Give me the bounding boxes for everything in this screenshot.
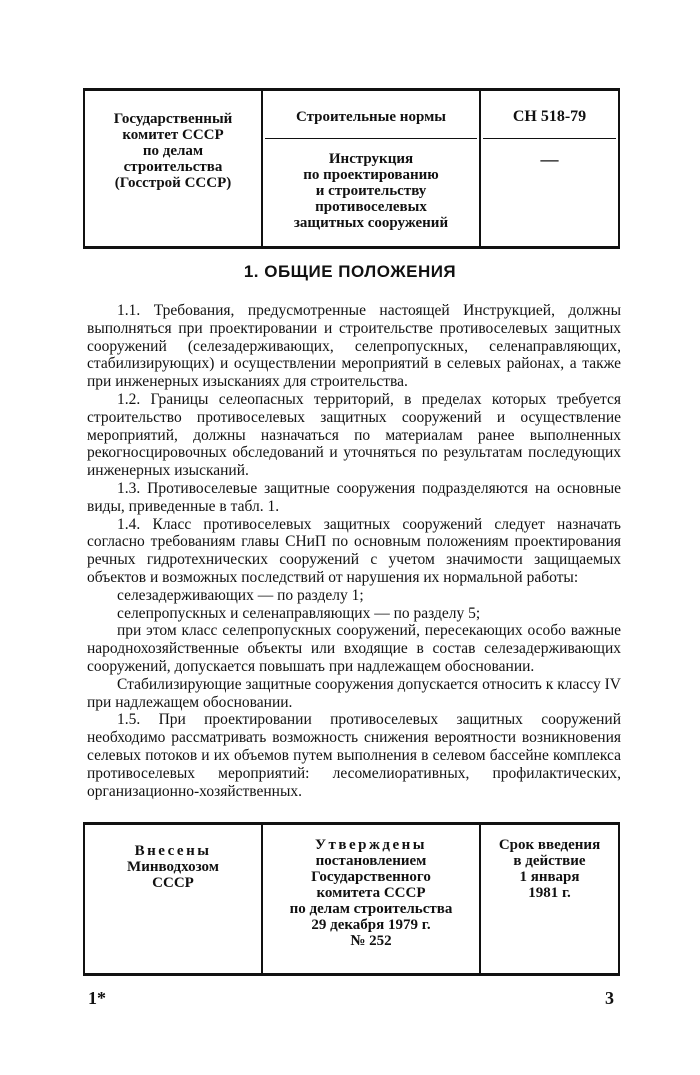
section-title: 1. ОБЩИЕ ПОЛОЖЕНИЯ xyxy=(243,262,457,281)
paragraph: 1.5. При проектировании противоселевых защитных сооружений необходимо рассматривать возможность снижения вероятности возникновения селевых потоков и их объемов путем выполнения в селевом бассейне комплекса противоселевых мероприятий: лесомелиоративных, профилактических, организационно-хозяйственных. xyxy=(87,711,621,800)
table-border-right xyxy=(618,91,620,246)
org-line: Государственный xyxy=(113,111,233,127)
approval-line: по делам строительства xyxy=(289,901,453,917)
introduced-by-cell xyxy=(87,843,259,891)
signature-mark: 1* xyxy=(88,988,106,1008)
document-code: СН 518-79 xyxy=(512,108,587,125)
table-border-right xyxy=(618,825,620,973)
approval-line: № 252 xyxy=(350,933,392,949)
table-border-left xyxy=(83,825,85,973)
introduced-by: Минводхозом СССР xyxy=(127,859,219,891)
org-line: комитет СССР xyxy=(122,127,224,143)
document-title xyxy=(263,151,479,231)
title-line: противоселевых xyxy=(315,199,427,215)
introduced-label: Внесены xyxy=(134,843,212,859)
replaces-dash: — xyxy=(540,149,559,169)
approval-cell xyxy=(263,837,479,949)
approval-line: 29 декабря 1979 г. xyxy=(311,917,431,933)
paragraph: 1.2. Границы селеопасных территорий, в пределах которых требуется строительство противоселевых защитных сооружений и осуществление мероприятий, должны назначаться по материалам ранее выполненных рекогносцировочных обследований и уточняться по результатам последующих инженерных изысканий. xyxy=(87,390,621,480)
paragraph: 1.1. Требования, предусмотренные настоящей Инструкцией, должны выполняться при проектировании и строительстве противоселевых защитных сооружений (селезадерживающих, селепропускных, селенаправляющих, стабилизирующих) и осуществлении мероприятий в селевых районах, а также при инженерных изысканиях для строительства. xyxy=(87,302,621,391)
cell-separator xyxy=(483,138,616,139)
org-line: (Госстрой СССР) xyxy=(114,175,232,191)
effective-date-cell xyxy=(481,837,618,901)
issuing-organization xyxy=(87,111,259,191)
list-item: селепропускных и селенаправляющих — по разделу 5; xyxy=(117,604,481,622)
list-item: селезадерживающих — по разделу 1; xyxy=(117,586,364,604)
approval-line: комитета СССР xyxy=(316,885,426,901)
effective-line: в действие xyxy=(513,853,586,869)
title-line: защитных сооружений xyxy=(293,215,449,231)
paragraph: при этом класс селепропускных сооружений, пересекающих особо важные народнохозяйственные объекты или входящие в состав селезадерживающих сооружений, допускается повышать при надлежащем обосновании. xyxy=(87,622,621,675)
header-table xyxy=(83,88,620,249)
paragraph: 1.4. Класс противоселевых защитных сооружений следует назначать согласно требованиям главы СНиП по основным положениям проектирования речных гидротехнических сооружений с учетом значимости защищаемых объектов и возможных последствий от нарушения их нормальной работы: xyxy=(87,515,621,586)
effective-line: Срок введения xyxy=(498,837,601,853)
norms-label: Строительные нормы xyxy=(296,109,446,125)
approval-table xyxy=(83,822,620,976)
approval-line: Государственного xyxy=(311,869,431,885)
org-line: по делам xyxy=(142,143,204,159)
effective-line: 1 января xyxy=(519,869,580,885)
cell-separator xyxy=(265,138,477,139)
title-line: и строительству xyxy=(315,183,427,199)
table-border-left xyxy=(83,91,85,246)
effective-line: 1981 г. xyxy=(528,885,571,901)
body-text xyxy=(87,302,621,800)
paragraph: Стабилизирующие защитные сооружения допускается относить к классу IV при надлежащем обосновании. xyxy=(87,675,621,711)
org-line: строительства xyxy=(123,159,223,175)
paragraph: 1.3. Противоселевые защитные сооружения подразделяются на основные виды, приведенные в табл. 1. xyxy=(87,479,621,515)
approval-line: постановлением xyxy=(315,853,427,869)
page-number: 3 xyxy=(605,988,614,1008)
title-line: Инструкция xyxy=(328,151,414,167)
title-line: по проектированию xyxy=(303,167,439,183)
approved-label: Утверждены xyxy=(315,837,427,853)
